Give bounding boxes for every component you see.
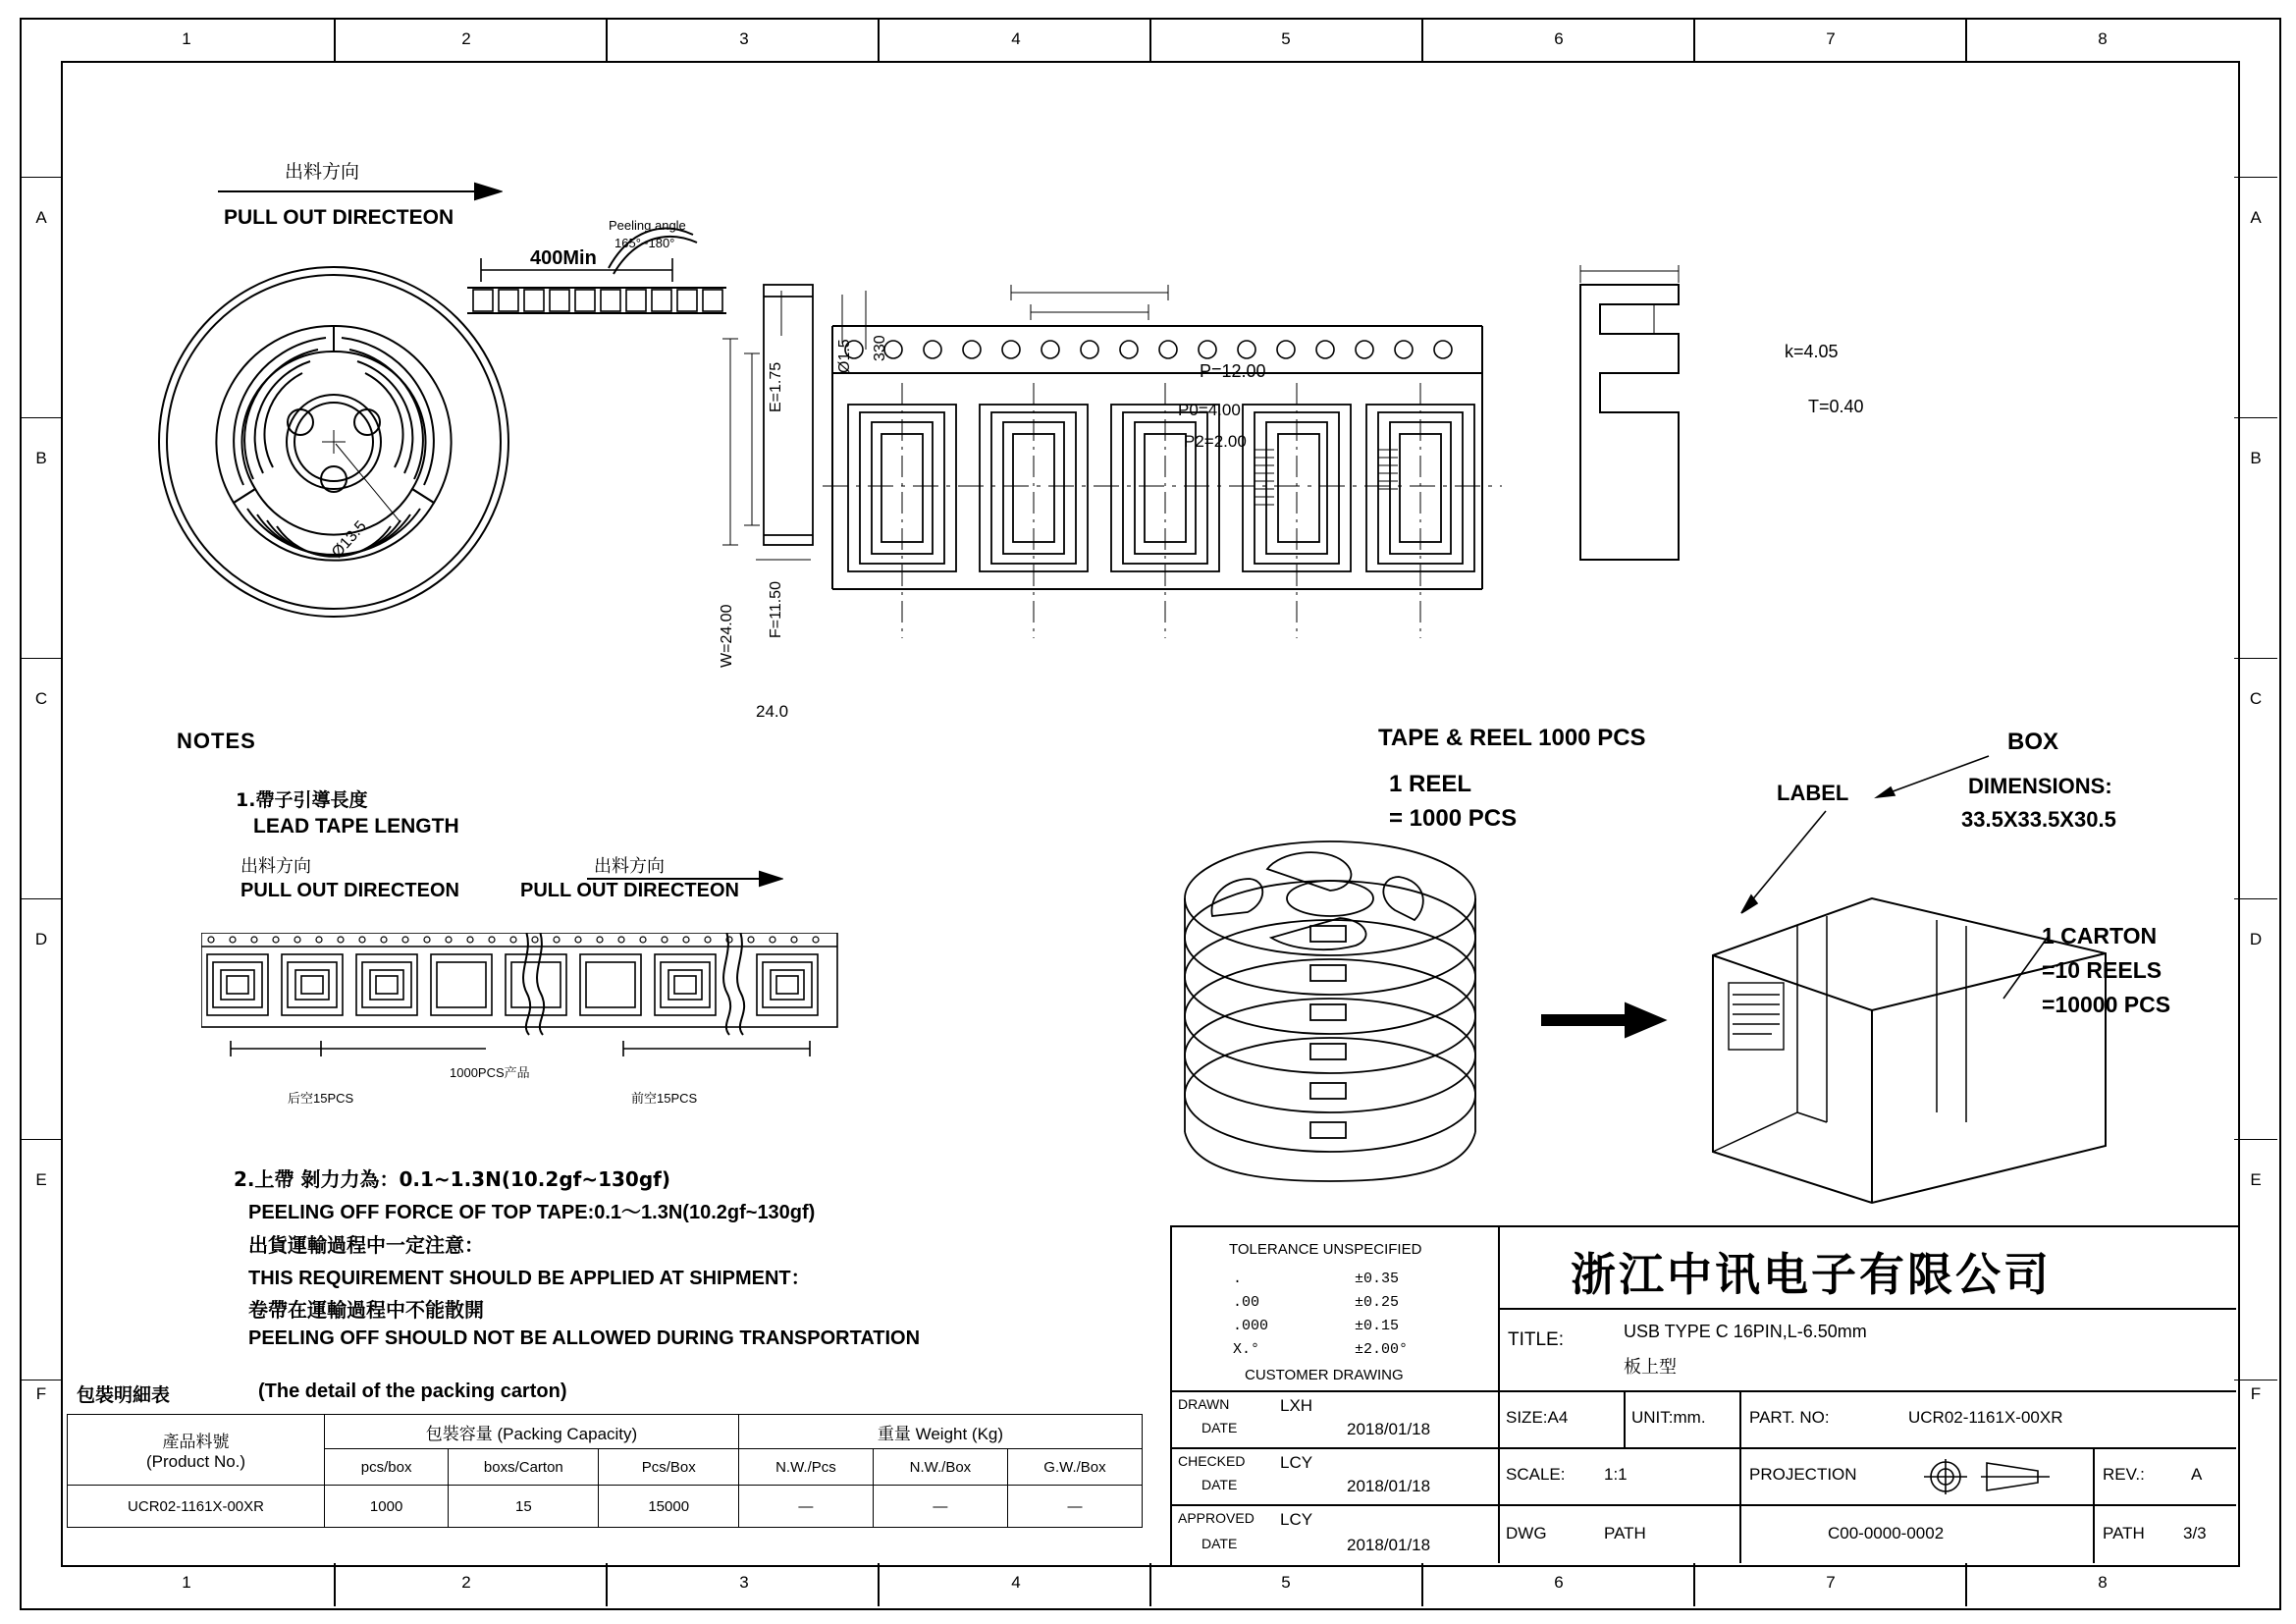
drawn-by: LXH — [1280, 1396, 1313, 1415]
zone-label-bottom: 1 — [182, 1573, 191, 1592]
tape-dim-k: k=4.05 — [1785, 342, 1839, 361]
zone-label-bottom: 4 — [1011, 1573, 1021, 1592]
company-name: 浙江中讯电子有限公司 — [1571, 1248, 2052, 1301]
size-label: SIZE:A4 — [1506, 1408, 1569, 1427]
subheader-nw-box: N.W./Box — [873, 1449, 1007, 1486]
checked-by: LCY — [1280, 1453, 1313, 1472]
table-row — [68, 1486, 1143, 1528]
note1-pull-en-left: PULL OUT DIRECTEON — [240, 880, 459, 901]
tape-dim-P2: P2=2.00 — [1184, 432, 1247, 451]
strip-back-empty-label: 后空15PCS — [285, 1088, 356, 1107]
tape-dim-F: F=11.50 — [768, 581, 784, 638]
tape-dim-E: E=1.75 — [768, 361, 784, 412]
zone-tick — [1965, 18, 1967, 61]
zone-label-top: 8 — [2098, 29, 2108, 48]
zone-tick — [1149, 1563, 1151, 1606]
tape-dim-24: 24.0 — [756, 702, 789, 721]
zone-label-left: C — [34, 689, 48, 708]
header-product-no-en: (Product No.) — [145, 1452, 246, 1471]
cell-boxs-carton: 15 — [449, 1486, 599, 1528]
rev-label: REV.: — [2103, 1465, 2145, 1484]
zone-tick — [1965, 1563, 1967, 1606]
tape-dim-330: 330 — [872, 335, 888, 361]
cell-nw-pcs: — — [738, 1486, 873, 1528]
zone-label-bottom: 2 — [461, 1573, 471, 1592]
packing-table-title-en: (The detail of the packing carton) — [258, 1380, 567, 1402]
pull-out-direction-en: PULL OUT DIRECTEON — [224, 206, 454, 229]
header-capacity-en: (Packing Capacity) — [497, 1424, 638, 1443]
tolerance-row-0-value: ±0.35 — [1355, 1271, 1400, 1287]
cell-product-no: UCR02-1161X-00XR — [68, 1486, 325, 1528]
zone-label-bottom: 8 — [2098, 1573, 2108, 1592]
box-dimensions-line1: DIMENSIONS: — [1968, 774, 2112, 798]
zone-tick — [1693, 1563, 1695, 1606]
path-cell — [2093, 1504, 2236, 1563]
note3-en: THIS REQUIREMENT SHOULD BE APPLIED AT SHIPMENT： — [248, 1268, 811, 1289]
header-weight-en: Weight (Kg) — [915, 1424, 1004, 1443]
drawn-row — [1172, 1390, 1500, 1449]
drawn-date-label: DATE — [1201, 1420, 1238, 1435]
rev-value: A — [2191, 1465, 2203, 1484]
packing-table-title-cn: 包裝明細表 — [77, 1384, 171, 1406]
header-capacity-cn: 包裝容量 — [425, 1424, 493, 1444]
note1-arrow-icon — [587, 868, 783, 890]
box-dimensions-line2: 33.5X33.5X30.5 — [1961, 807, 2116, 832]
reel-stack-view — [1173, 839, 1487, 1193]
tolerance-row-3-label: X.° — [1233, 1341, 1260, 1358]
zone-label-bottom: 5 — [1281, 1573, 1291, 1592]
packing-table — [67, 1414, 1143, 1528]
zone-tick — [1693, 18, 1695, 61]
zone-tick — [1421, 1563, 1423, 1606]
peeling-angle-label: Peeling angle — [609, 218, 686, 233]
zone-label-top: 2 — [461, 29, 471, 48]
zone-tick — [2234, 417, 2277, 418]
note2-cn: 2.上帶 剝力力為：0.1~1.3N(10.2gf~130gf) — [234, 1167, 670, 1191]
header-weight — [738, 1415, 1142, 1449]
checked-date-label: DATE — [1201, 1477, 1238, 1492]
carton-callout-line1: 1 CARTON — [2042, 923, 2158, 948]
note2-en: PEELING OFF FORCE OF TOP TAPE:0.1～1.3N(10.2gf~130gf) — [248, 1202, 816, 1223]
lead-tape-detail — [461, 211, 736, 319]
header-product-no — [68, 1415, 325, 1486]
title-label: TITLE: — [1508, 1329, 1565, 1350]
zone-tick — [878, 1563, 880, 1606]
zone-label-top: 6 — [1554, 29, 1564, 48]
zone-tick — [2234, 658, 2277, 659]
projection-symbol-icon — [1922, 1457, 2069, 1496]
checked-row — [1172, 1447, 1500, 1506]
drawn-date: 2018/01/18 — [1347, 1420, 1431, 1438]
partno-cell — [1739, 1390, 2236, 1447]
note4-cn: 卷帶在運輸過程中不能散開 — [248, 1298, 484, 1322]
note1-en: LEAD TAPE LENGTH — [253, 815, 459, 838]
approved-row — [1172, 1504, 1500, 1563]
header-capacity — [325, 1415, 739, 1449]
zone-tick — [2234, 1139, 2277, 1140]
path-label-2: PATH — [2103, 1524, 2145, 1543]
size-cell — [1498, 1390, 1626, 1447]
tape-dim-T: T=0.40 — [1808, 397, 1864, 416]
zone-tick — [20, 177, 63, 178]
tape-dim-W: W=24.00 — [719, 604, 735, 668]
zone-label-top: 4 — [1011, 29, 1021, 48]
tolerance-row-1-value: ±0.25 — [1355, 1294, 1400, 1311]
label-callout: LABEL — [1777, 781, 1849, 805]
zone-label-right: E — [2250, 1170, 2262, 1189]
title-value-line2: 板上型 — [1624, 1357, 1677, 1378]
zone-tick — [334, 18, 336, 61]
zone-label-left: D — [34, 930, 48, 948]
carton-callout-line3: =10000 PCS — [2042, 992, 2171, 1017]
tape-reel-callout: TAPE & REEL 1000 PCS — [1378, 725, 1646, 751]
approved-date: 2018/01/18 — [1347, 1536, 1431, 1554]
approved-by: LCY — [1280, 1510, 1313, 1529]
lead-tape-length-value: 400Min — [530, 247, 597, 269]
zone-label-right: F — [2250, 1384, 2262, 1403]
one-reel-line2: = 1000 PCS — [1389, 805, 1518, 832]
pull-out-direction-cn: 出料方向 — [285, 161, 360, 183]
partno-value: UCR02-1161X-00XR — [1908, 1408, 2063, 1427]
header-product-no-cn: 產品料號 — [162, 1433, 230, 1452]
one-reel-line1: 1 REEL — [1389, 771, 1472, 797]
scale-projection-row — [1498, 1447, 2236, 1506]
tolerance-row-2-label: .000 — [1233, 1318, 1269, 1334]
zone-tick — [1149, 18, 1151, 61]
notes-heading: NOTES — [177, 729, 256, 753]
zone-label-top: 3 — [739, 29, 749, 48]
pull-out-arrow-icon — [218, 180, 503, 203]
zone-label-right: C — [2249, 689, 2263, 708]
note3-cn: 出貨運輸過程中一定注意： — [248, 1233, 484, 1257]
drawn-label: DRAWN — [1178, 1396, 1230, 1412]
subheader-gw-box: G.W./Box — [1007, 1449, 1142, 1486]
zone-tick — [20, 1139, 63, 1140]
zone-label-bottom: 7 — [1826, 1573, 1836, 1592]
note1-cn: 1.帶子引導長度 — [236, 789, 368, 811]
note1-pull-en-right: PULL OUT DIRECTEON — [520, 880, 739, 901]
cell-nw-box: — — [873, 1486, 1007, 1528]
box-leader-line — [1865, 746, 1993, 805]
zone-tick — [20, 417, 63, 418]
cell-gw-box: — — [1007, 1486, 1142, 1528]
carton-callout-line2: =10 REELS — [2042, 957, 2163, 983]
subheader-nw-pcs: N.W./Pcs — [738, 1449, 873, 1486]
zone-tick — [20, 898, 63, 899]
subheader-pcs-box: pcs/box — [325, 1449, 449, 1486]
dwg-label: DWG — [1506, 1524, 1547, 1543]
process-arrow-icon — [1541, 1001, 1669, 1041]
zone-label-bottom: 3 — [739, 1573, 749, 1592]
zone-tick — [2234, 177, 2277, 178]
peeling-angle-value: 165°~180° — [614, 236, 675, 250]
zone-tick — [878, 18, 880, 61]
dwg-number: C00-0000-0002 — [1828, 1524, 1945, 1543]
zone-tick — [334, 1563, 336, 1606]
zone-label-top: 7 — [1826, 29, 1836, 48]
tolerance-row-1-label: .00 — [1233, 1294, 1260, 1311]
tolerance-row-3-value: ±2.00° — [1355, 1341, 1409, 1358]
cell-pcs-box: 1000 — [325, 1486, 449, 1528]
scale-label: SCALE: — [1506, 1465, 1566, 1484]
checked-date: 2018/01/18 — [1347, 1477, 1431, 1495]
title-value-line1: USB TYPE C 16PIN,L-6.50mm — [1624, 1322, 1867, 1341]
scale-cell — [1498, 1447, 1741, 1504]
tape-dim-P0: P0=4.00 — [1178, 401, 1241, 419]
title-block — [1170, 1225, 2240, 1567]
projection-label: PROJECTION — [1749, 1465, 1857, 1484]
zone-tick — [606, 1563, 608, 1606]
customer-drawing-label: CUSTOMER DRAWING — [1245, 1367, 1404, 1383]
partno-label: PART. NO: — [1749, 1408, 1830, 1427]
dwg-path-row — [1498, 1504, 2236, 1563]
title-row — [1498, 1308, 2236, 1392]
cell-pcs-box2: 15000 — [599, 1486, 738, 1528]
tolerance-row-2-value: ±0.15 — [1355, 1318, 1400, 1334]
checked-label: CHECKED — [1178, 1453, 1246, 1469]
zone-label-right: A — [2250, 208, 2262, 227]
unit-cell — [1624, 1390, 1741, 1447]
note4-en: PEELING OFF SHOULD NOT BE ALLOWED DURING TRANSPORTATION — [248, 1327, 921, 1349]
box-callout: BOX — [2007, 729, 2059, 755]
company-name-box — [1498, 1227, 2236, 1310]
table-row — [68, 1415, 1143, 1449]
zone-label-right: D — [2249, 930, 2263, 948]
zone-label-left: F — [35, 1384, 47, 1403]
zone-tick — [1421, 18, 1423, 61]
zone-label-top: 1 — [182, 29, 191, 48]
zone-label-top: 5 — [1281, 29, 1291, 48]
strip-front-empty-label: 前空15PCS — [628, 1088, 700, 1107]
label-leader-line — [1718, 805, 1836, 933]
scale-value: 1:1 — [1604, 1465, 1628, 1484]
zone-label-left: E — [35, 1170, 47, 1189]
tolerance-row-0-label: . — [1233, 1271, 1243, 1287]
dwg-number-cell — [1739, 1504, 2095, 1563]
projection-cell — [1739, 1447, 2095, 1504]
tape-strip-detail — [201, 933, 839, 1070]
size-part-row — [1498, 1390, 2236, 1449]
zone-label-right: B — [2250, 449, 2262, 467]
subheader-boxs-carton: boxs/Carton — [449, 1449, 599, 1486]
path-label: PATH — [1604, 1524, 1646, 1543]
strip-total-label: 1000PCS产品 — [447, 1062, 533, 1081]
zone-label-bottom: 6 — [1554, 1573, 1564, 1592]
tape-dim-D0: Ø1.5 — [836, 339, 853, 373]
subheader-pcs-box2: Pcs/Box — [599, 1449, 738, 1486]
header-weight-cn: 重量 — [877, 1424, 911, 1444]
note1-pull-cn-right: 出料方向 — [594, 856, 665, 877]
zone-tick — [20, 658, 63, 659]
tolerance-title: TOLERANCE UNSPECIFIED — [1229, 1241, 1422, 1258]
hub-diameter-label: Ø13.5 — [329, 517, 370, 562]
zone-label-left: A — [35, 208, 47, 227]
dwg-cell — [1498, 1504, 1741, 1563]
unit-label: UNIT:mm. — [1631, 1408, 1706, 1427]
zone-label-left: B — [35, 449, 47, 467]
zone-tick — [606, 18, 608, 61]
path-value: 3/3 — [2183, 1524, 2207, 1543]
tolerance-box — [1172, 1227, 1500, 1392]
approved-date-label: DATE — [1201, 1536, 1238, 1551]
rev-cell — [2093, 1447, 2236, 1504]
zone-tick — [2234, 898, 2277, 899]
approved-label: APPROVED — [1178, 1510, 1255, 1526]
note1-pull-cn-left: 出料方向 — [240, 856, 311, 877]
carton-leader-line — [1998, 928, 2056, 1006]
tape-dim-P: P=12.00 — [1200, 361, 1266, 381]
